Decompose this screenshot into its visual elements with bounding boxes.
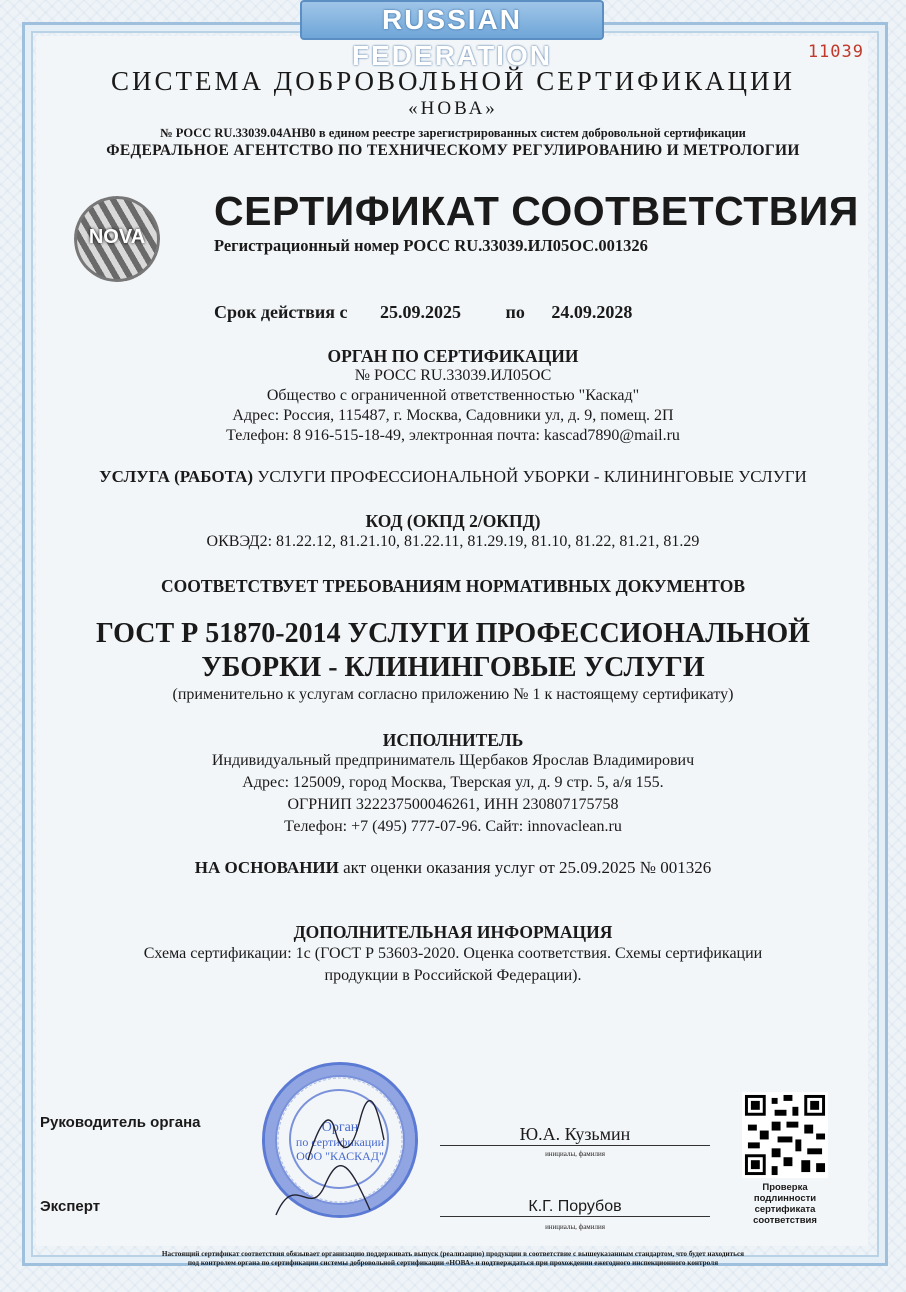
basis-text: акт оценки оказания услуг от 25.09.2025 № 001326 — [343, 858, 712, 877]
executor-ids: ОГРНИП 322237500046261, ИНН 230807175758 — [287, 796, 619, 813]
head-label: Руководитель органа — [40, 1114, 201, 1131]
code-heading: КОД (ОКПД 2/ОКПД) — [365, 511, 541, 531]
executor-address: Адрес: 125009, город Москва, Тверская ул, д. 9 стр. 5, а/я 155. — [242, 774, 664, 791]
certificate-title: СЕРТИФИКАТ СООТВЕТСТВИЯ — [214, 188, 859, 234]
additional-line-1: Схема сертификации: 1с (ГОСТ Р 53603-2020. Оценка соответствия. Схемы сертификации — [143, 945, 763, 962]
footer-line-2: под контролем органа по сертификации системы добровольной сертификации «НОВА» и подтверждаться при прохождении ежегодного инспекционного контроля — [187, 1259, 719, 1267]
system-registry: № РОСС RU.33039.04АНВ0 в едином реестре зарегистрированных систем добровольной сертификации — [160, 126, 746, 140]
head-caption: инициалы, фамилия — [545, 1150, 605, 1158]
system-name: «НОВА» — [408, 98, 498, 119]
basis-line — [40, 858, 866, 878]
expert-name: К.Г. Порубов — [440, 1198, 710, 1217]
serial-number: 11039 — [807, 42, 864, 62]
qr-code-icon[interactable] — [742, 1092, 828, 1178]
cert-body-address: Адрес: Россия, 115487, г. Москва, Садовники ул, д. 9, помещ. 2П — [232, 407, 674, 424]
cert-body-contacts: Телефон: 8 916-515-18-49, электронная почта: kascad7890@mail.ru — [226, 427, 680, 444]
expert-signature-icon — [270, 1160, 380, 1230]
validity-period — [214, 302, 632, 323]
head-name: Ю.А. Кузьмин — [440, 1124, 710, 1146]
validity-to: 24.09.2028 — [551, 302, 633, 322]
executor-contacts: Телефон: +7 (495) 777-07-96. Сайт: innovaclean.ru — [284, 818, 622, 835]
service-line — [20, 467, 886, 487]
qr-caption: Проверка подлинности сертификата соответствия — [753, 1182, 817, 1226]
logo-text: NOVA — [88, 226, 146, 248]
footer-line-1: Настоящий сертификат соответствия обязывает организацию поддерживать выпуск (реализацию) продукции в соответствие с вышеуказанным стандартом, что будет находиться — [161, 1250, 745, 1258]
executor-heading: ИСПОЛНИТЕЛЬ — [382, 730, 524, 750]
additional-heading: ДОПОЛНИТЕЛЬНАЯ ИНФОРМАЦИЯ — [293, 922, 613, 942]
stamp-line-3: ООО "КАСКАД" — [296, 1149, 384, 1163]
cert-body-name: Общество с ограниченной ответственностью "Каскад" — [266, 387, 640, 404]
stamp-line-2: по сертификации — [295, 1135, 385, 1149]
agency-name: ФЕДЕРАЛЬНОЕ АГЕНТСТВО ПО ТЕХНИЧЕСКОМУ РЕГУЛИРОВАНИЮ И МЕТРОЛОГИИ — [106, 142, 800, 159]
system-title: СИСТЕМА ДОБРОВОЛЬНОЙ СЕРТИФИКАЦИИ — [111, 66, 795, 96]
registration-number: Регистрационный номер РОСС RU.33039.ИЛ05ОС.001326 — [214, 236, 648, 255]
validity-to-label: по — [505, 302, 525, 322]
expert-label: Эксперт — [40, 1198, 101, 1215]
service-label: УСЛУГА (РАБОТА) — [99, 467, 254, 486]
validity-from: 25.09.2025 — [380, 302, 461, 322]
country-banner: RUSSIAN FEDERATION — [300, 0, 604, 40]
validity-from-label: Срок действия с — [214, 302, 348, 322]
cert-body-heading: ОРГАН ПО СЕРТИФИКАЦИИ — [327, 346, 579, 366]
standard-line-1: ГОСТ Р 51870-2014 УСЛУГИ ПРОФЕССИОНАЛЬНОЙ — [96, 618, 810, 649]
executor-name: Индивидуальный предприниматель Щербаков Ярослав Владимирович — [211, 752, 695, 769]
complies-heading: СООТВЕТСТВУЕТ ТРЕБОВАНИЯМ НОРМАТИВНЫХ ДОКУМЕНТОВ — [160, 576, 746, 596]
basis-label: НА ОСНОВАНИИ — [194, 858, 339, 877]
footer-note — [48, 1250, 858, 1268]
expert-caption: инициалы, фамилия — [545, 1223, 605, 1231]
cert-body-number: № РОСС RU.33039.ИЛ05ОС — [354, 367, 552, 384]
stamp-line-1: Орган — [321, 1120, 359, 1135]
additional-line-2: продукции в Российской Федерации). — [324, 967, 582, 984]
standard-line-2: УБОРКИ - КЛИНИНГОВЫЕ УСЛУГИ — [201, 652, 705, 683]
standard-note: (применительно к услугам согласно приложению № 1 к настоящему сертификату) — [172, 686, 734, 703]
service-text: УСЛУГИ ПРОФЕССИОНАЛЬНОЙ УБОРКИ - КЛИНИНГОВЫЕ УСЛУГИ — [257, 467, 807, 486]
code-values: ОКВЭД2: 81.22.12, 81.21.10, 81.22.11, 81.29.19, 81.10, 81.22, 81.21, 81.29 — [206, 533, 700, 550]
